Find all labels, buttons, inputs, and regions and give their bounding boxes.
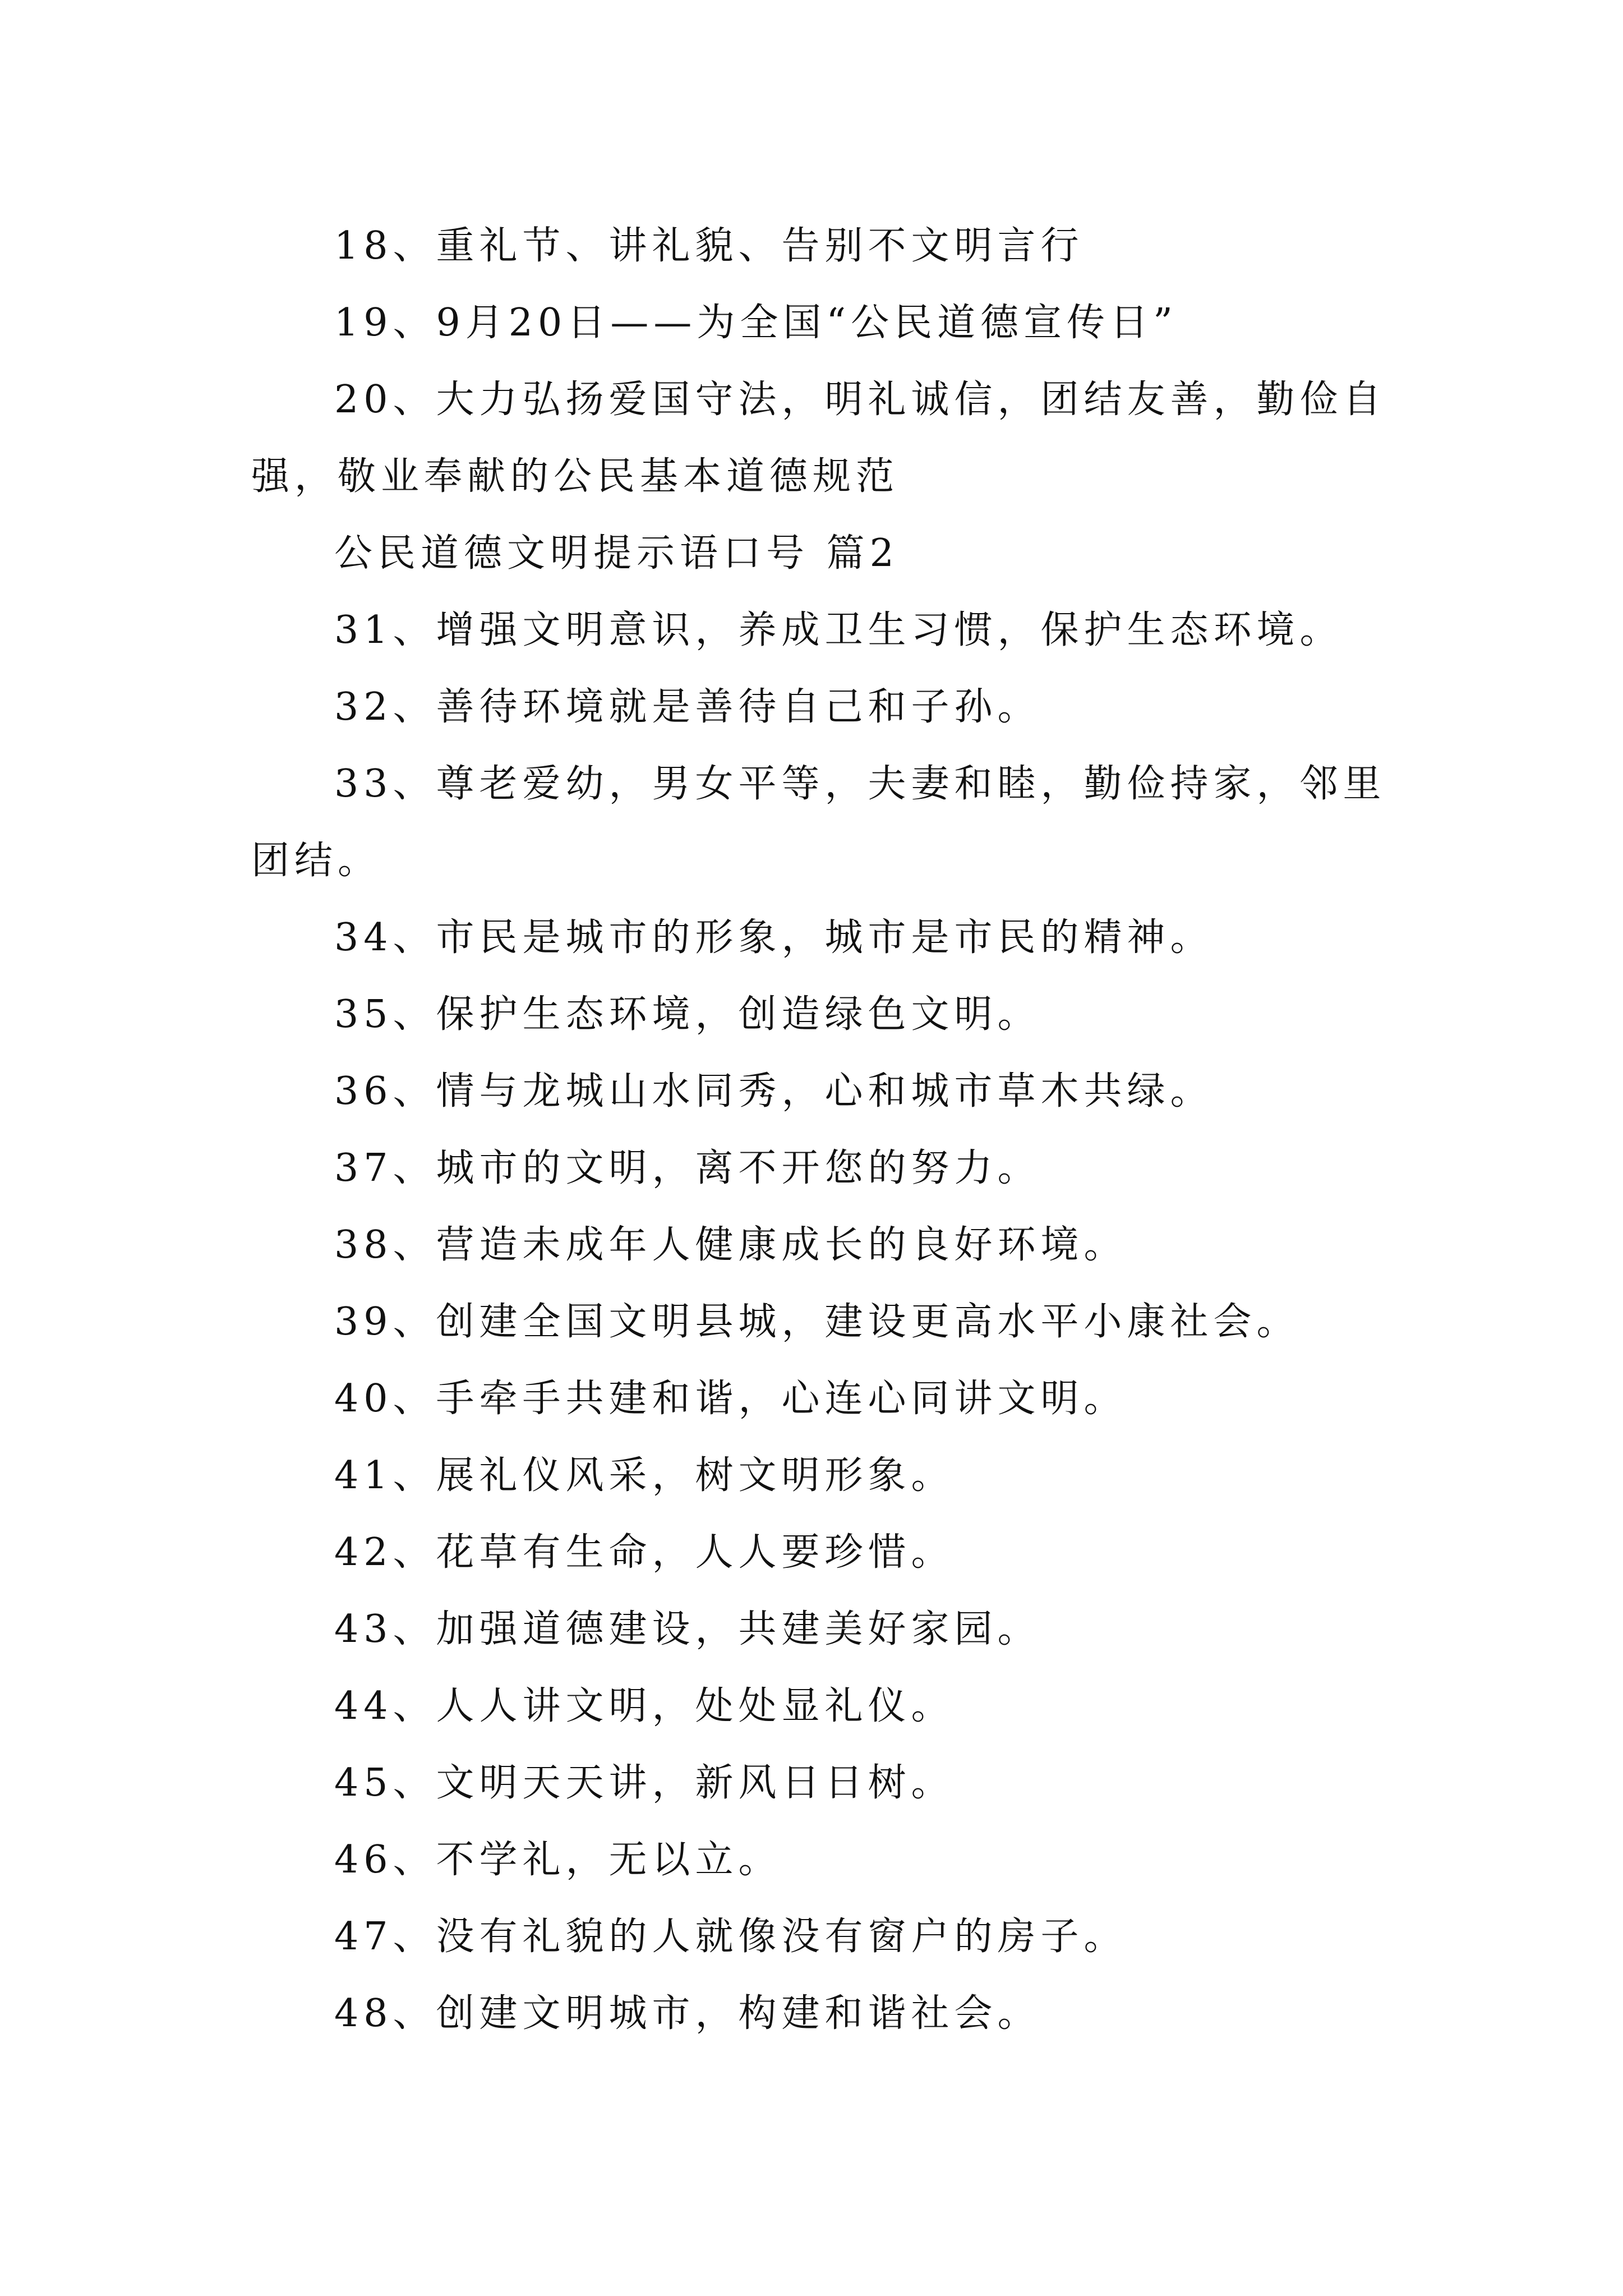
paragraph-item-38: 38、营造未成年人健康成长的良好环境。 [334, 1223, 1127, 1267]
document-body [251, 208, 1387, 2052]
section-heading: 公民道德文明提示语口号 篇2 [334, 531, 899, 576]
paragraph-item-31: 31、增强文明意识，养成卫生习惯，保护生态环境。 [334, 608, 1343, 652]
paragraph-item-45: 45、文明天天讲，新风日日树。 [334, 1761, 955, 1805]
paragraph-item-46: 46、不学礼，无以立。 [334, 1838, 782, 1882]
paragraph-item-37: 37、城市的文明，离不开您的努力。 [334, 1146, 1041, 1190]
paragraph-item-42: 42、花草有生命，人人要珍惜。 [334, 1530, 955, 1575]
paragraph-item-35: 35、保护生态环境，创造绿色文明。 [334, 992, 1041, 1037]
paragraph-item-19: 19、9月20日——为全国“公民道德宣传日” [334, 301, 1178, 345]
paragraph-item-36: 36、情与龙城山水同秀，心和城市草木共绿。 [334, 1069, 1214, 1114]
paragraph-item-41: 41、展礼仪风采，树文明形象。 [334, 1453, 955, 1498]
paragraph-item-32: 32、善待环境就是善待自己和子孙。 [334, 685, 1041, 729]
paragraph-item-39: 39、创建全国文明县城，建设更高水平小康社会。 [334, 1300, 1300, 1344]
paragraph-item-20: 20、大力弘扬爱国守法，明礼诚信，团结友善，勤俭自强，敬业奉献的公民基本道德规范 [251, 378, 1386, 499]
paragraph-item-44: 44、人人讲文明，处处显礼仪。 [334, 1684, 955, 1728]
paragraph-item-33: 33、尊老爱幼，男女平等，夫妻和睦，勤俭持家，邻里团结。 [251, 762, 1386, 883]
paragraph-item-34: 34、市民是城市的形象，城市是市民的精神。 [334, 915, 1214, 960]
paragraph-item-48: 48、创建文明城市，构建和谐社会。 [334, 1991, 1041, 2036]
paragraph-item-43: 43、加强道德建设，共建美好家园。 [334, 1607, 1041, 1651]
paragraph-item-18: 18、重礼节、讲礼貌、告别不文明言行 [334, 224, 1084, 268]
paragraph-item-40: 40、手牵手共建和谐，心连心同讲文明。 [334, 1377, 1127, 1421]
paragraph-item-47: 47、没有礼貌的人就像没有窗户的房子。 [334, 1915, 1127, 1959]
